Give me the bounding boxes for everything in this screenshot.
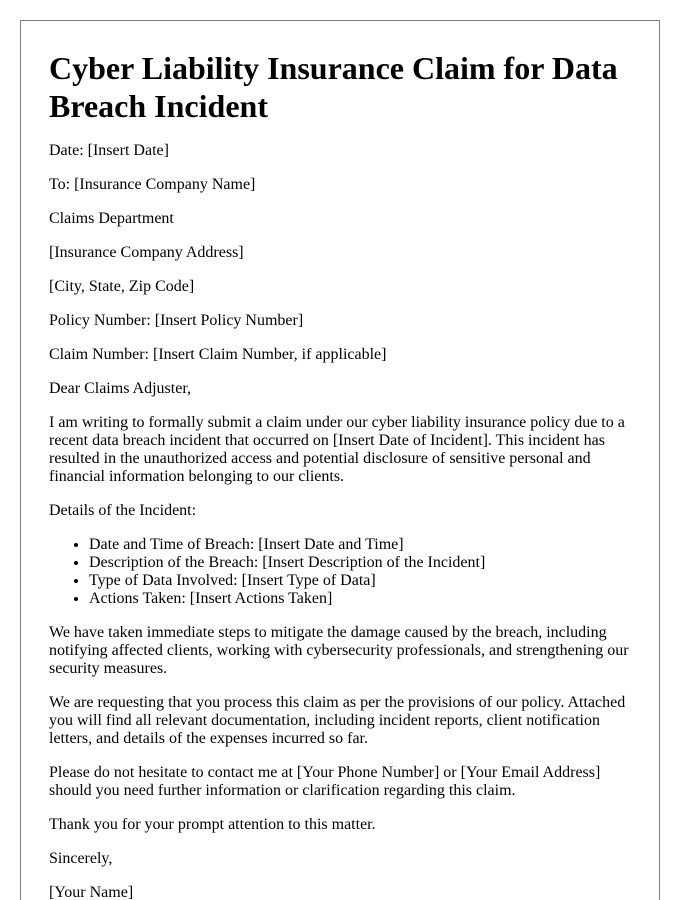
intro-paragraph: I am writing to formally submit a claim under our cyber liability insurance policy due to a recent data breach incident that occurred on [Insert Date of Incident]. This incident has resulted in the unauthorized access and potential disclosure of sensitive personal and financial information belonging to our clients. [49,414,625,485]
date-line: Date: [Insert Date] [49,142,169,159]
letter-page [20,20,660,900]
details-item-date-time: • Date and Time of Breach: [Insert Date and Time] [89,536,631,554]
salutation: Dear Claims Adjuster, [49,380,191,397]
details-item-description: • Description of the Breach: [Insert Description of the Incident] [89,554,631,572]
letter-title: Cyber Liability Insurance Claim for Data Breach Incident [49,50,618,124]
mitigation-paragraph: We have taken immediate steps to mitigate the damage caused by the breach, including notifying affected clients, working with cybersecurity professionals, and strengthening our security measures. [49,624,629,677]
details-heading: Details of the Incident: [49,502,197,519]
details-item-actions: • Actions Taken: [Insert Actions Taken] [89,590,631,608]
recipient-line: To: [Insurance Company Name] [49,176,256,193]
closing: Sincerely, [49,850,113,867]
thanks-line: Thank you for your prompt attention to this matter. [49,816,376,833]
request-paragraph: We are requesting that you process this claim as per the provisions of our policy. Attached you will find all relevant documentation, including incident reports, client notification letters, and details of the expenses incurred so far. [49,694,626,747]
department-line: Claims Department [49,210,174,227]
contact-paragraph: Please do not hesitate to contact me at [Your Phone Number] or [Your Email Address] should you need further information or clarification regarding this claim. [49,764,601,799]
claim-number-line: Claim Number: [Insert Claim Number, if applicable] [49,346,387,363]
city-state-zip-line: [City, State, Zip Code] [49,278,195,295]
signature-name: [Your Name] [49,884,134,900]
address-line: [Insurance Company Address] [49,244,244,261]
details-list [49,536,631,608]
policy-number-line: Policy Number: [Insert Policy Number] [49,312,304,329]
details-item-data-type: • Type of Data Involved: [Insert Type of Data] [89,572,631,590]
